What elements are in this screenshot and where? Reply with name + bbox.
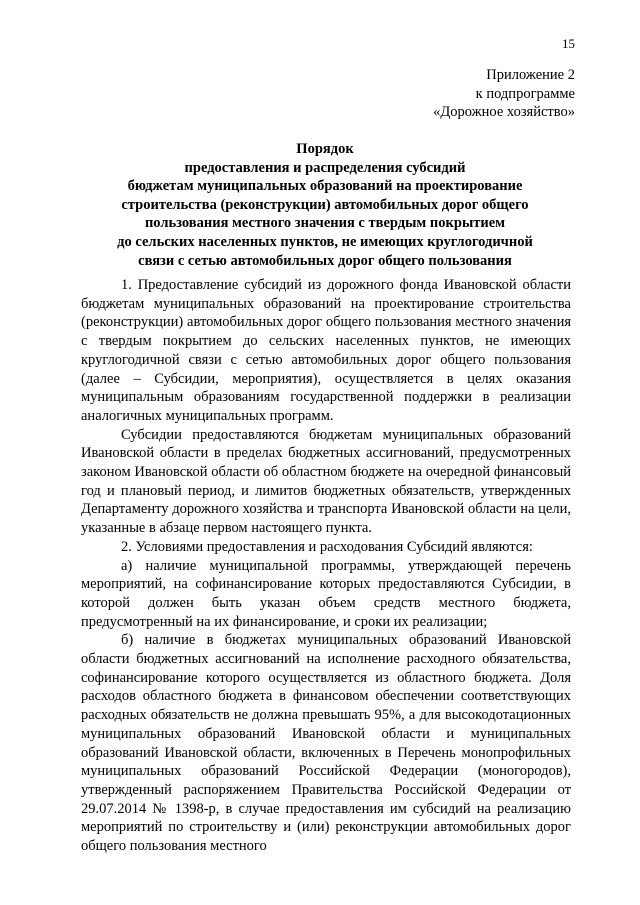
title-line: связи с сетью автомобильных дорог общего пользования [138,252,512,269]
appendix-line: Приложение 2 [486,67,575,83]
title-line: строительства (реконструкции) автомобильных дорог общего [121,196,529,213]
document-body [81,276,571,856]
appendix-header [433,66,575,122]
page-number: 15 [562,36,575,51]
appendix-line: к подпрограмме [475,85,575,102]
paragraph: 2. Условиями предоставления и расходования Субсидий являются: [121,538,533,555]
document-title [80,140,570,270]
title-line: предоставления и распределения субсидий [184,159,466,176]
title-line: пользования местного значения с твердым покрытием [144,215,506,232]
appendix-line: «Дорожное хозяйство» [433,104,575,121]
title-line: до сельских населенных пунктов, не имеющих круглогодичной [117,233,533,250]
paragraph: а) наличие муниципальной программы, утверждающей перечень мероприятий, на софинансирование которых предоставляются Субсидии, в которой должен быть указан объем средств местного бюджета, предусмотренный на их финансирование, и сроки их реализации; [81,557,571,630]
paragraph: 1. Предоставление субсидий из дорожного фонда Ивановской области бюджетам муниципальных образований на проектирование строительства (реконструкции) автомобильных дорог общего пользования местного значения с твердым покрытием до сельских населенных пунктов, не имеющих круглогодичной связи с сетью автомобильных дорог общего пользования (далее – Субсидии, мероприятия), осуществляется в целях оказания муниципальным образованиям государственной поддержки в реализации аналогичных муниципальных программ. [81,277,571,424]
title-line: бюджетам муниципальных образований на проектирование [127,178,523,195]
paragraph: б) наличие в бюджетах муниципальных образований Ивановской области бюджетных ассигнований на исполнение расходного обязательства, софинансирование которого осуществляется из областного бюджета. Доля расходов областного бюджета в финансовом обеспечении соответствующих расходных обязательств не должна превышать 95%, а для высокодотационных муниципальных образований Ивановской области и муниципальных образований Ивановской области, включенных в Перечень монопрофильных муниципальных образований Российской Федерации (моногородов), утвержденный распоряжением Правительства Российской Федерации от 29.07.2014 № 1398-р, в случае предоставления им субсидий на реализацию мероприятий по строительству и (или) реконструкции автомобильных дорог общего пользования местного [81,632,571,855]
title-line: Порядок [296,141,354,157]
paragraph: Субсидии предоставляются бюджетам муниципальных образований Ивановской области в пределах бюджетных ассигнований, предусмотренных законом Ивановской области об областном бюджете на очередной финансовый год и плановый период, и лимитов бюджетных обязательств, утвержденных Департаменту дорожного хозяйства и транспорта Ивановской области на цели, указанные в абзаце первом настоящего пункта. [81,426,571,537]
